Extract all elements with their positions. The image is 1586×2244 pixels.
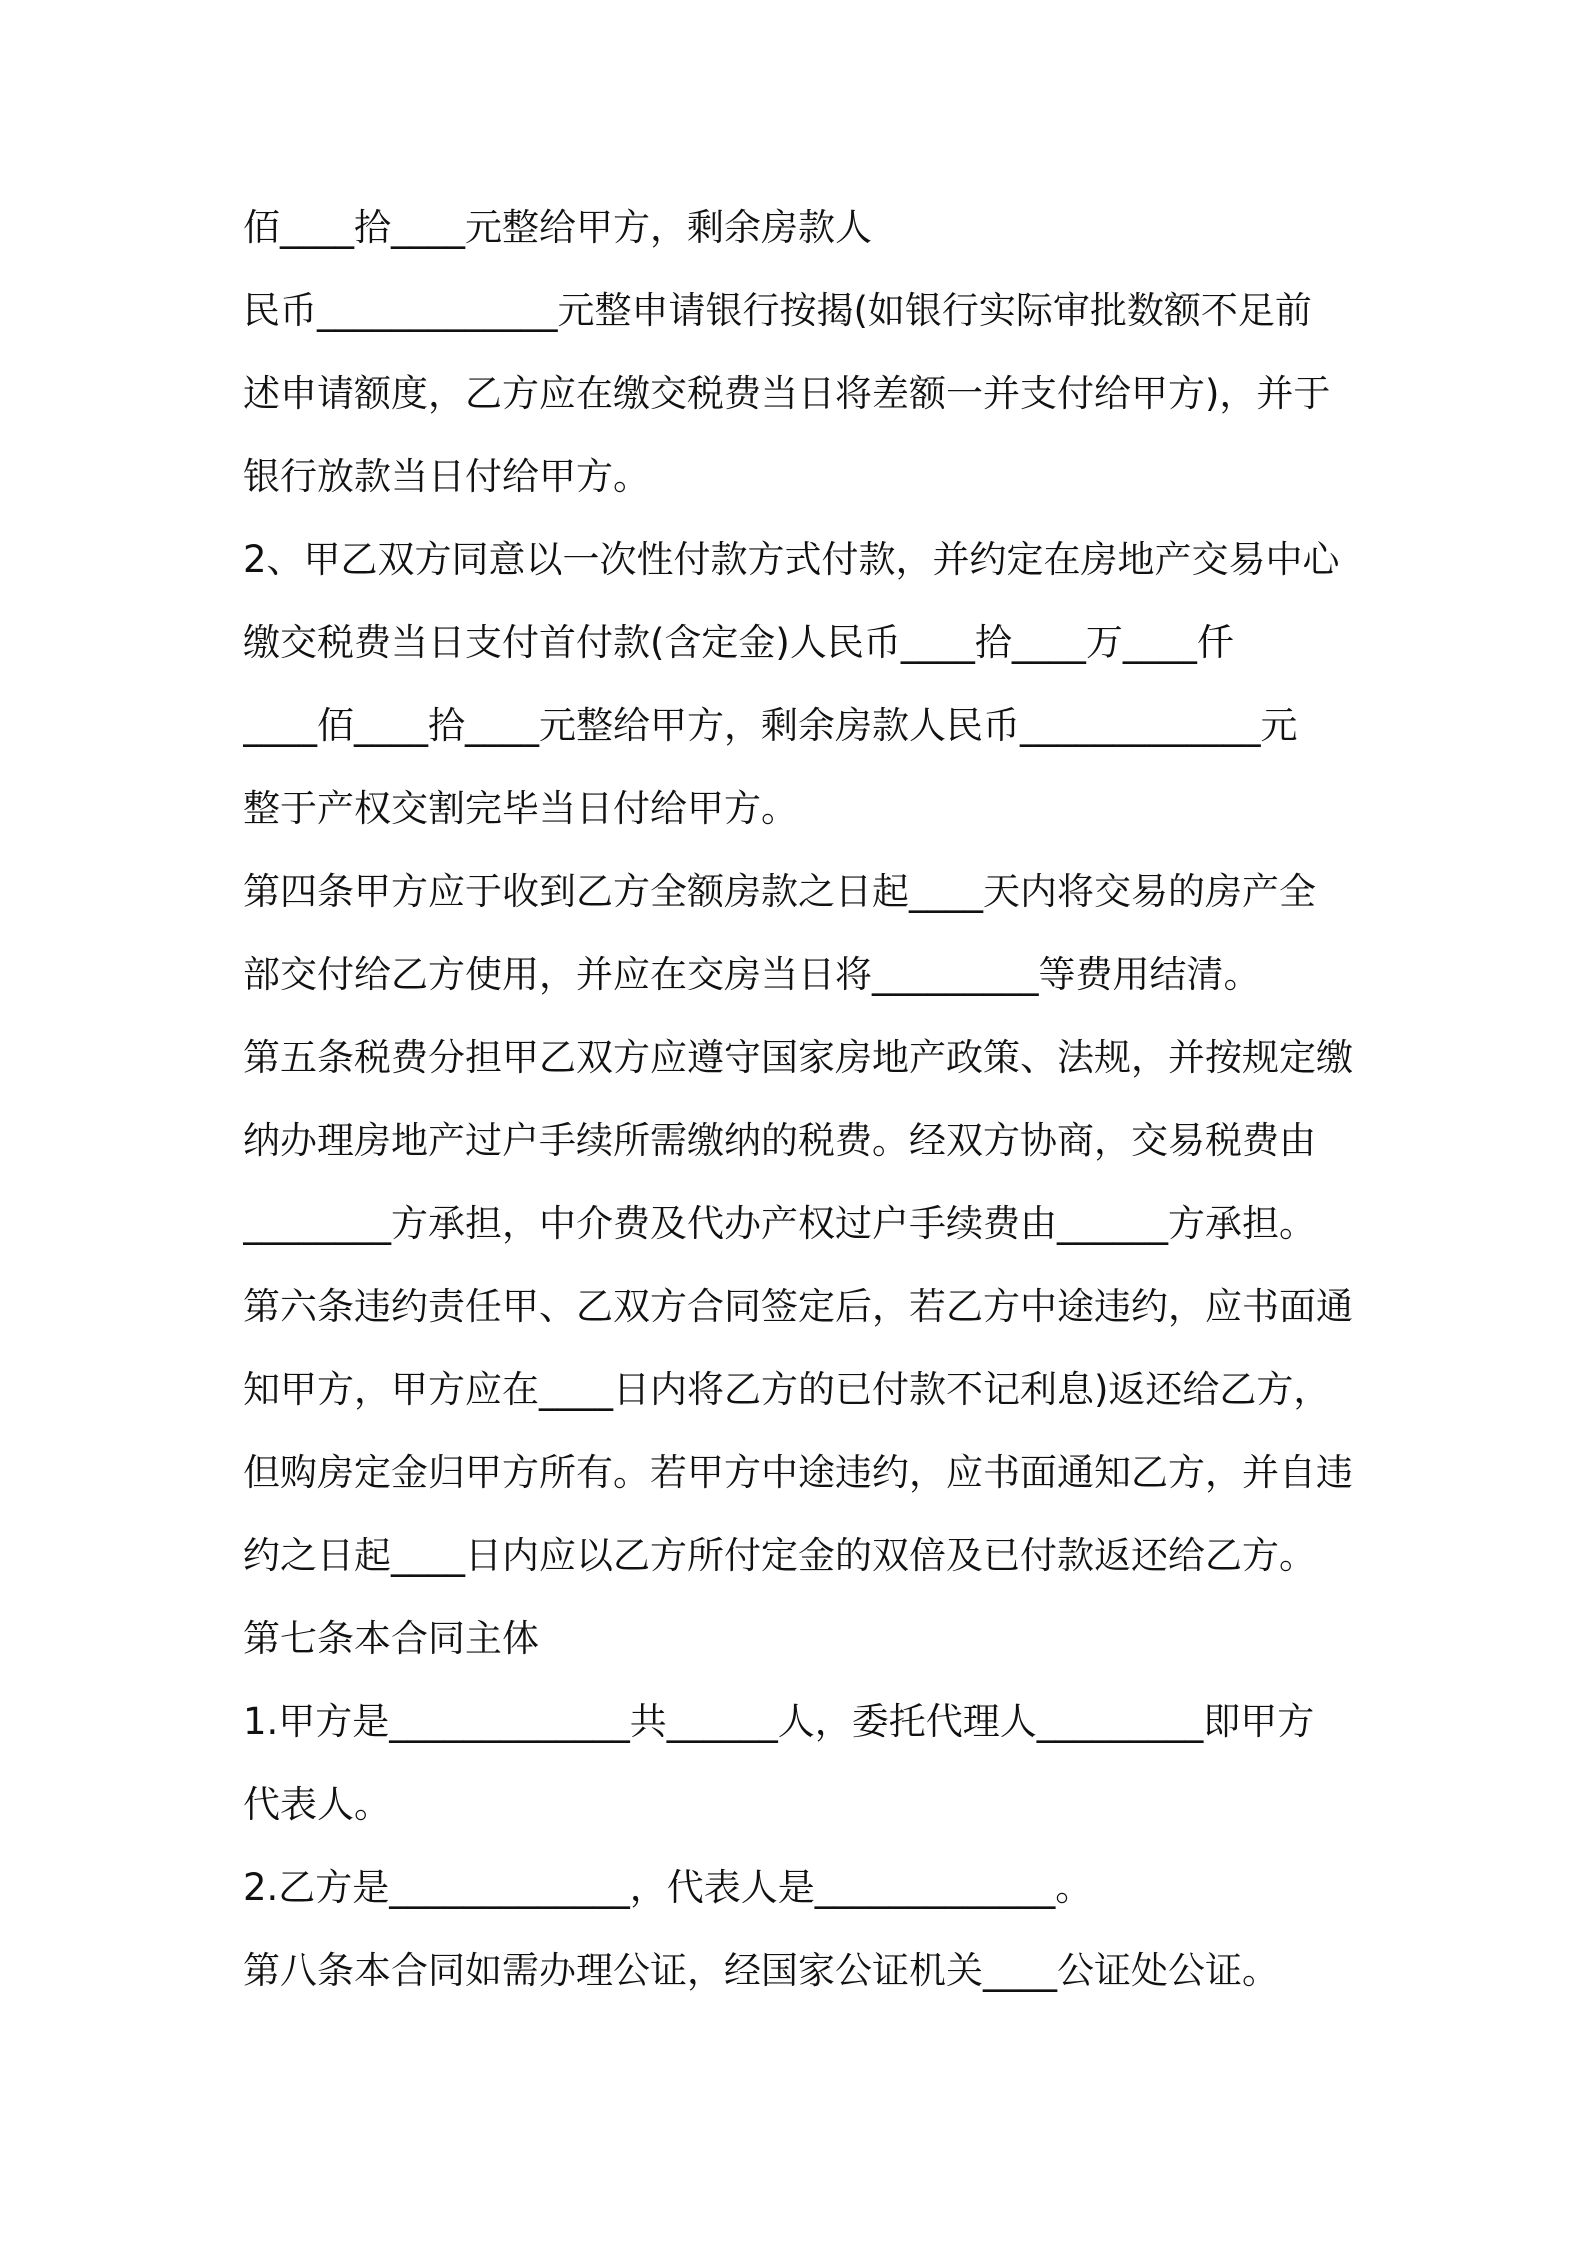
text-line: 民币_____________元整申请银行按揭(如银行实际审批数额不足前 (243, 289, 1312, 332)
text-line: 第八条本合同如需办理公证，经国家公证机关____公证处公证。 (243, 1949, 1279, 1992)
text-line: 整于产权交割完毕当日付给甲方。 (243, 787, 798, 830)
contract-text-body (243, 198, 1363, 2024)
text-line: 第六条违约责任甲、乙双方合同签定后，若乙方中途违约，应书面通 (243, 1285, 1353, 1328)
text-line: 知甲方，甲方应在____日内将乙方的已付款不记利息)返还给乙方， (243, 1368, 1331, 1411)
text-line: ________方承担，中介费及代办产权过户手续费由______方承担。 (243, 1202, 1316, 1245)
text-line: 2、甲乙双方同意以一次性付款方式付款，并约定在房地产交易中心 (243, 538, 1340, 581)
text-line: 佰____拾____元整给甲方，剩余房款人 (243, 206, 872, 249)
text-line: 第四条甲方应于收到乙方全额房款之日起____天内将交易的房产全 (243, 870, 1316, 913)
text-line: 纳办理房地产过户手续所需缴纳的税费。经双方协商，交易税费由 (243, 1119, 1316, 1162)
text-line: 银行放款当日付给甲方。 (243, 455, 650, 498)
text-line: 部交付给乙方使用，并应在交房当日将_________等费用结清。 (243, 953, 1261, 996)
text-line: 但购房定金归甲方所有。若甲方中途违约，应书面通知乙方，并自违 (243, 1451, 1353, 1494)
text-line: 代表人。 (243, 1783, 391, 1826)
text-line: ____佰____拾____元整给甲方，剩余房款人民币_____________元 (243, 704, 1298, 747)
text-line: 约之日起____日内应以乙方所付定金的双倍及已付款返还给乙方。 (243, 1534, 1316, 1577)
text-line: 2.乙方是_____________，代表人是_____________。 (243, 1866, 1093, 1909)
text-line: 第五条税费分担甲乙双方应遵守国家房地产政策、法规，并按规定缴 (243, 1036, 1353, 1079)
text-line: 缴交税费当日支付首付款(含定金)人民币____拾____万____仟 (243, 621, 1234, 664)
text-line: 第七条本合同主体 (243, 1617, 539, 1660)
text-line: 述申请额度，乙方应在缴交税费当日将差额一并支付给甲方)，并于 (243, 372, 1331, 415)
text-line: 1.甲方是_____________共______人，委托代理人_________即甲方 (243, 1700, 1315, 1743)
